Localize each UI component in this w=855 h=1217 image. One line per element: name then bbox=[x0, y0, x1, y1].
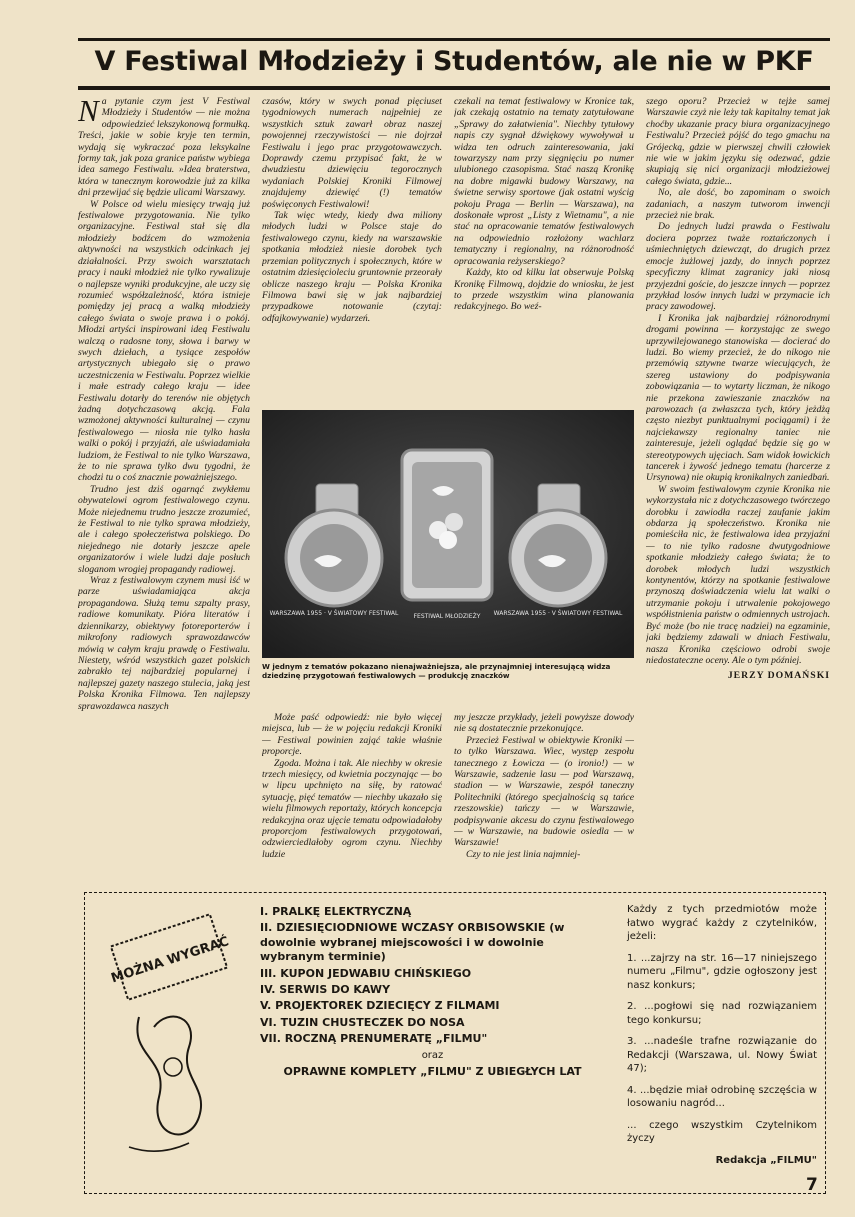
top-rule bbox=[78, 38, 830, 41]
badge-text-left: WARSZAWA 1955 · V ŚWIATOWY FESTIWAL bbox=[269, 610, 399, 617]
title-rule bbox=[78, 86, 830, 90]
article-column-1 bbox=[78, 96, 250, 884]
rule-item: 4. ...będzie miał odrobinę szczęścia w losowaniu nagród... bbox=[627, 1084, 817, 1109]
rule-item: 3. ...nadeśle trafne rozwiązanie do Redakcji (Warszawa, ul. Nowy Świat 47); bbox=[627, 1036, 817, 1074]
prize-item: IV. SERWIS DO KAWY bbox=[260, 983, 391, 997]
photo-caption: W jednym z tematów pokazano nienajważniejsza, ale przynajmniej interesującą widza dziedzinę przygotowań festiwalowych — produkcję znaczków bbox=[262, 662, 611, 680]
paragraph: my jeszcze przykłady, jeżeli powyższe dowody nie są dostatecznie przekonujące. bbox=[454, 712, 634, 735]
paragraph: czasów, który w swych ponad pięciuset tygodniowych numerach najpełniej ze wszystkich sztuk zawarł obraz naszej powojennej rzeczywistości — nie dojrzał Festiwalu i jego prac przygotowawczych. Doprawdy czemu przypisać fakt, że w dwudziestu dziewięciu tegorocznych wydaniach Polskiej Kroniki Filmowej znajdujemy dziewięć (!) tematów poświęconych Festiwalowi! bbox=[262, 96, 442, 210]
badge-text-right: WARSZAWA 1955 · V ŚWIATOWY FESTIWAL bbox=[493, 610, 623, 617]
paragraph: No, ale dość, bo zapominam o swoich zadaniach, a naszym tutworom inwencji przecież nie brak. bbox=[646, 187, 830, 222]
paragraph: Może paść odpowiedź: nie było więcej miejsca, lub — że w pojęciu redakcji Kroniki — Festiwal powinien zająć takie właśnie proporcje. bbox=[262, 712, 442, 758]
drop-cap: N bbox=[78, 96, 99, 128]
paragraph: Trudno jest dziś ogarnąć zwykłemu obywatelowi ogrom festiwalowego czynu. Może niejednemu trudno jeszcze zrozumieć, że Festiwal to nie tylko sprawa młodzieży, ale i całego społeczeństwa polskiego. Do niejednego nie dotarły jeszcze apele organizatorów i wiele ludzi daje posłuch sloganom wrogiej propagandy radiowej. bbox=[78, 483, 250, 575]
prize-item: VI. TUZIN CHUSTECZEK DO NOSA bbox=[260, 1015, 465, 1029]
page-number: 7 bbox=[806, 1175, 818, 1195]
article-column-3 bbox=[454, 96, 634, 402]
paragraph: Na pytanie czym jest V Festiwal Młodzieży i Studentów — nie można odpowiedzieć lekszykonową formułką. Treści, jakie w sobie kryje ten termin, wydają się wykraczać poza leksykalne formy tak, jak poza granice państw wybiega idea samego Festiwalu. »Idea braterstwa, która w tanecznym korowodzie już za kilka dni przewijać się będzie ulicami Warszawy. bbox=[78, 96, 250, 199]
stamp-text: MOŻNA WYGRAĆ bbox=[109, 934, 231, 987]
author-signature: JERZY DOMAŃSKI bbox=[727, 670, 830, 682]
prize-item-last: OPRAWNE KOMPLETY „FILMU" Z UBIEGŁYCH LAT bbox=[283, 1065, 582, 1079]
prize-conjunction: oraz bbox=[421, 1049, 444, 1061]
prize-item: V. PROJEKTOREK DZIECIĘCY Z FILMAMI bbox=[260, 999, 500, 1013]
stamp-illustration bbox=[99, 907, 249, 1177]
badges-photo bbox=[262, 410, 634, 658]
paragraph: Tak więc wtedy, kiedy dwa miliony młodych ludzi w Polsce staje do festiwalowego czynu, kiedy na warszawskie spotkania młodzież niesie dorobek tych przemian politycznych i społecznych, które w ostatnim dziesięcioleciu gruntownie przeorały oblicze naszego kraju — Polska Kronika Filmowa bawi się w jak najbardziej przypadkowe notowanie (czytaj: odfajkowywanie) wydarzeń. bbox=[262, 210, 442, 324]
prize-item: VII. ROCZNĄ PRENUMERATĘ „FILMU" bbox=[260, 1032, 488, 1046]
prize-item: III. KUPON JEDWABIU CHIŃSKIEGO bbox=[260, 966, 472, 980]
prize-item: II. DZIESIĘCIODNIOWE WCZASY ORBISOWSKIE (w dowolnie wybranej miejscowości i w dowolnie wybranym terminie) bbox=[260, 921, 565, 964]
prize-list bbox=[260, 905, 605, 1079]
rule-item: 2. ...pogłowi się nad rozwiązaniem tego konkursu; bbox=[627, 1001, 817, 1026]
rules-closing: ... czego wszystkim Czytelnikom życzy bbox=[627, 1119, 817, 1144]
rules-intro: Każdy z tych przedmiotów może łatwo wygrać każdy z czytelników, jeżeli: bbox=[627, 904, 817, 942]
article-column-2-lower bbox=[262, 712, 442, 888]
paragraph: czekali na temat festiwalowy w Kronice tak, jak czekają ostatnio na tematy zatytułowane „Sprawy do załatwienia". Niechby tytułowy napis czy sygnał dźwiękowy wywoływał u widza ten odruch zainteresowania, jaki towarzyszy nam przy sięgnięciu po numer ulubionego czasopisma. Stać naszą Kronikę na dobre migawki budowy Warszawy, na świetne serwisy sportowe (jak ostatni wyścig pokoju Praga — Berlin — Warszawa), na doskonałe wprost „Listy z Wietnamu", a nie stać na opracowanie tematów festiwalowych na odpowiednio rozłożony wachlarz tematyczny i regionalny, na różnorodność opracowania reżyserskiego? bbox=[454, 96, 634, 267]
paragraph: Wraz z festiwalowym czynem musi iść w parze uświadamiająca akcja propagandowa. Służą temu szpalty prasy, radiowe komunikaty. Pióra literatów i dziennikarzy, obiektywy fotoreporterów i mikrofony radiowych sprawozdawców mówią w całym kraju prawdę o Festiwalu. Niestety, wśród wszystkich gazet polskich zabrakło tej najbardziej popularnej i najlepszej gazety naszego stulecia, jaką jest Polska Kronika Filmowa. Ten najlepszy sprawozdawca naszych bbox=[78, 575, 250, 712]
paragraph: szego oporu? Przecież w tejże samej Warszawie czyż nie leży tak kapitalny temat jak choćby ukazanie pracy biura organizacyjnego Festiwalu? Przecież pójść do tego gmachu na Grójecką, gdzie w pierwszej chwili człowiek nie wie w jakim języku się odezwać, gdzie skupiają się nici organizacji młodzieżowej całego świata, gdzie... bbox=[646, 96, 830, 187]
article-title: V Festiwal Młodzieży i Studentów, ale nie w PKF bbox=[94, 46, 814, 77]
contest-rules bbox=[627, 903, 817, 1167]
festival-badges-image bbox=[262, 410, 634, 658]
paragraph: Każdy, kto od kilku lat obserwuje Polską Kronikę Filmową, dojdzie do wniosku, że jest to przede wszystkim wina planowania redakcyjnego. Bo weź- bbox=[454, 267, 634, 313]
contest-box bbox=[84, 892, 826, 1194]
badge-text-center: FESTIWAL MŁODZIEŻY bbox=[413, 613, 481, 620]
center-badge bbox=[402, 450, 492, 600]
paragraph: Przecież Festiwal w obiektywie Kroniki — to tylko Warszawa. Wiec, występ zespołu tanecznego z Łowicza — (o ironio!) — w Warszawie, sadzenie lasu — pod Warszawą, stadion — w Warszawie, zespół taneczny Politechniki (którego specjalnością są tańce rzeszowskie) tańczy — w Warszawie, podpisywanie akcesu do czynu festiwalowego — w Warszawie, na budowie osiedla — w Warszawie! bbox=[454, 734, 634, 849]
article-column-2 bbox=[262, 96, 442, 402]
paragraph: Czy to nie jest linia najmniej- bbox=[466, 848, 581, 860]
paragraph: W Polsce od wielu miesięcy trwają już festiwalowe przygotowania. Nie tylko organizacyjne. Festiwal stał się dla młodzieży bodźcem do wzmożenia aktywności na wszystkich odcinkach jej działalności. Przy swoich warsztatach pracy i nauki młodzież nie tylko rywalizuje o najlepsze wyniki produkcyjne, ale uczy się rozumieć współzależność, która istnieje pomiędzy jej pracą a walką młodzieży całego świata o swoje prawa i o pokój. Młodzi artyści inspirowani ideą Festiwalu walczą o radosne tony, słowa i barwy w swych dziełach, a tysiące zespołów artystycznych ubiegało się o prawo uczestniczenia w Festiwalu. Poprzez wielkie i małe estrady całego kraju — idee Festiwalu dotarły do terenów nie objętych żadną dotychczasową akcją. Fala wzmożonej aktywności kulturalnej — czynu festiwalowego — niosła nie tylko hasła walki o pokój i przyjaźń, ale uświadamiała ludziom, że Festiwal to nie tylko Warszawa, że to nie sprawa tylko dwu tygodni, że chodzi tu o coś znacznie poważniejszego. bbox=[78, 198, 250, 484]
article-column-3-lower bbox=[454, 712, 634, 888]
editorial-signature: Redakcja „FILMU" bbox=[715, 1154, 817, 1166]
article-column-4 bbox=[646, 96, 830, 886]
paragraph: Do jednych ludzi prawda o Festiwalu dociera poprzez tważe roztańczonych i uśmiechniętych dziewcząt, do drugich przez emocje żużlowej jazdy, do innych poprzez specyficzny klimat zagranicy jaki niosą przyjezdni goście, do jeszcze innych — poprzez przykład losów innych ludzi w przymacie ich pracy zawodowej. bbox=[646, 221, 830, 313]
rule-item: 1. ...zajrzy na str. 16—17 niniejszego numeru „Filmu", gdzie ogłoszony jest nasz konkurs; bbox=[627, 952, 817, 991]
prize-item: I. PRALKĘ ELEKTRYCZNĄ bbox=[260, 905, 412, 918]
paragraph: W swoim festiwalowym czynie Kronika nie wykorzystała nic z dotychczasowego twórczego dorobku i zawiodła raczej zaufanie jakim obdarza ją społeczeństwo. Kronika nie pomieściła nic, że festiwalowa idea przyjaźni — to nie tylko radosne dwutygodniowe spotkanie młodzieży całego świata; że to dorobek młodych ludzi wszystkich kontynentów, którzy na spotkanie festiwalowe przynoszą doświadczenia wielu lat walki o utrzymanie pokoju i utrwalenie pokojowego współistnienia państw o odmiennych ustrojach. Być może (bo nie tracę nadziei) na egzaminie, jaki będziemy zdawali w dniach Festiwalu, nasza Kronika częściowo odrobi swoje niedostateczne oceny. Ale o tym później. bbox=[646, 483, 830, 666]
paragraph: Zgoda. Można i tak. Ale niechby w okresie trzech miesięcy, od kwietnia poczynając — bo w lipcu upchnięto na siłę, by ratować sytuację, pięć tematów — niechby ukazało się wielu filmowych reportaży, których koncepcja redakcyjna oraz ujęcie tematu odpowiadałoby proporcjom festiwalowych przygotowań, odzwierciedlałoby ogrom czynu. Niechby ludzie bbox=[262, 757, 442, 860]
paragraph: I Kronika jak najbardziej różnorodnymi drogami powinna — korzystając ze swego uprzywilejowanego stanowiska — docierać do ludzi. Bo wiemy przecież, że do nikogo nie przemówią sztywne twarze wiecujących, że szereg ustawiony do podpisywania zobowiązania — to wytarty liczman, że nikogo nie przekona zawieszanie znaczków na parowozach (a zwłaszcza tych, który jeżdżą często niezbyt punktualnymi pociągami) i że najciekawszy regionalny taniec nie zainteresuje, jeżeli oglądać będzie się go w stereotypowych ujęciach. Sam widok łowickich tancerek i żywość jednego tematu (harcerze z Ursynowa) nie okupią kronikalnych zaniedbań. bbox=[646, 312, 830, 484]
